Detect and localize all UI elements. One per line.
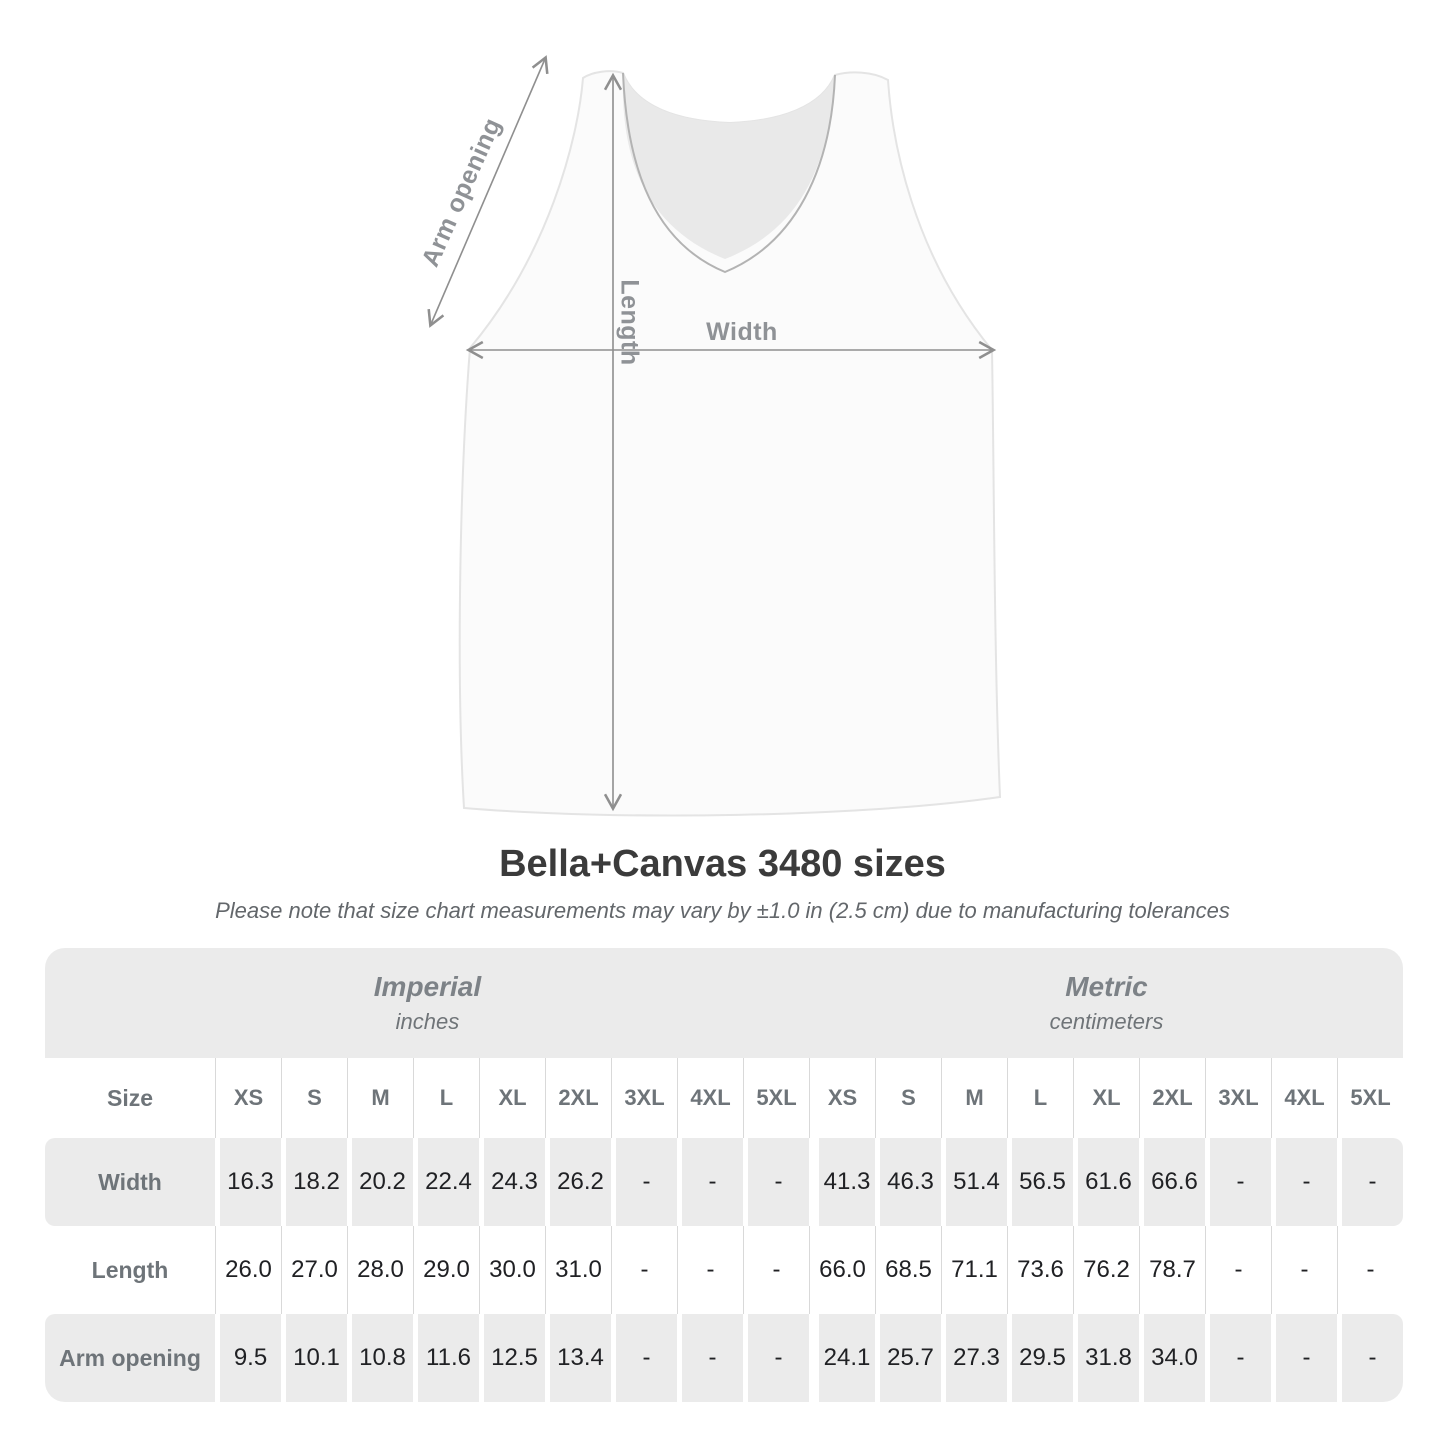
metric-unit: centimeters — [1049, 1009, 1164, 1034]
imperial-value: - — [611, 1138, 677, 1226]
imperial-size-header: M — [347, 1058, 413, 1138]
metric-value: 73.6 — [1007, 1226, 1073, 1314]
imperial-value: - — [743, 1314, 809, 1402]
row-label: Arm opening — [59, 1344, 201, 1371]
metric-value: 78.7 — [1139, 1226, 1205, 1314]
metric-size-header: XL — [1073, 1058, 1139, 1138]
tolerance-note: Please note that size chart measurements may vary by ±1.0 in (2.5 cm) due to manufacturing tolerances — [215, 898, 1230, 923]
size-header-row — [45, 1058, 1403, 1138]
metric-value: - — [1205, 1226, 1271, 1314]
imperial-value: 13.4 — [545, 1314, 611, 1402]
metric-size-header: 4XL — [1271, 1058, 1337, 1138]
width-label: Width — [706, 318, 778, 346]
imperial-title: Imperial — [373, 971, 482, 1002]
imperial-value: 26.2 — [545, 1138, 611, 1226]
unit-header-band — [45, 948, 1403, 1058]
metric-value: 46.3 — [875, 1138, 941, 1226]
metric-value: 24.1 — [809, 1314, 875, 1402]
metric-size-header: 2XL — [1139, 1058, 1205, 1138]
imperial-value: - — [611, 1226, 677, 1314]
imperial-value: - — [611, 1314, 677, 1402]
imperial-value: 30.0 — [479, 1226, 545, 1314]
row-label: Length — [91, 1256, 169, 1283]
metric-header — [810, 948, 1403, 1058]
metric-value: 66.0 — [809, 1226, 875, 1314]
imperial-value: - — [743, 1226, 809, 1314]
imperial-size-header: 3XL — [611, 1058, 677, 1138]
imperial-value: - — [677, 1138, 743, 1226]
imperial-size-header: XL — [479, 1058, 545, 1138]
imperial-value: 20.2 — [347, 1138, 413, 1226]
metric-size-header: L — [1007, 1058, 1073, 1138]
imperial-value: 12.5 — [479, 1314, 545, 1402]
metric-title: Metric — [1065, 971, 1148, 1002]
metric-value: 56.5 — [1007, 1138, 1073, 1226]
metric-value: 76.2 — [1073, 1226, 1139, 1314]
imperial-value: 9.5 — [215, 1314, 281, 1402]
imperial-value: 18.2 — [281, 1138, 347, 1226]
metric-value: - — [1271, 1226, 1337, 1314]
measurement-row — [45, 1138, 1403, 1226]
imperial-size-header: 4XL — [677, 1058, 743, 1138]
metric-value: 51.4 — [941, 1138, 1007, 1226]
metric-value: 66.6 — [1139, 1138, 1205, 1226]
tank-top-diagram-svg — [420, 45, 1020, 835]
imperial-unit: inches — [395, 1009, 460, 1034]
size-grid — [45, 1058, 1403, 1402]
metric-value: - — [1205, 1314, 1271, 1402]
imperial-value: 10.1 — [281, 1314, 347, 1402]
metric-size-header: XS — [809, 1058, 875, 1138]
imperial-value: 11.6 — [413, 1314, 479, 1402]
measurement-row — [45, 1314, 1403, 1402]
row-label: Width — [98, 1168, 162, 1195]
metric-value: - — [1271, 1314, 1337, 1402]
length-label: Length — [615, 279, 644, 366]
imperial-value: 26.0 — [215, 1226, 281, 1314]
imperial-value: - — [677, 1314, 743, 1402]
imperial-size-header: 2XL — [545, 1058, 611, 1138]
imperial-value: 16.3 — [215, 1138, 281, 1226]
arm-opening-label: Arm opening — [416, 113, 507, 271]
metric-value: 31.8 — [1073, 1314, 1139, 1402]
imperial-value: - — [677, 1226, 743, 1314]
metric-value: 71.1 — [941, 1226, 1007, 1314]
metric-value: 61.6 — [1073, 1138, 1139, 1226]
imperial-value: 29.0 — [413, 1226, 479, 1314]
metric-size-header: M — [941, 1058, 1007, 1138]
size-table — [45, 948, 1403, 1402]
measurement-row — [45, 1226, 1403, 1314]
imperial-size-header: L — [413, 1058, 479, 1138]
metric-value: 68.5 — [875, 1226, 941, 1314]
imperial-header — [45, 948, 810, 1058]
metric-value: - — [1271, 1138, 1337, 1226]
imperial-value: - — [743, 1138, 809, 1226]
size-column-header: Size — [106, 1084, 154, 1111]
metric-value: - — [1337, 1314, 1403, 1402]
imperial-value: 28.0 — [347, 1226, 413, 1314]
metric-value: 41.3 — [809, 1138, 875, 1226]
imperial-value: 27.0 — [281, 1226, 347, 1314]
metric-size-header: 3XL — [1205, 1058, 1271, 1138]
imperial-value: 10.8 — [347, 1314, 413, 1402]
metric-value: 34.0 — [1139, 1314, 1205, 1402]
imperial-size-header: XS — [215, 1058, 281, 1138]
metric-value: 29.5 — [1007, 1314, 1073, 1402]
metric-value: - — [1205, 1138, 1271, 1226]
imperial-size-header: 5XL — [743, 1058, 809, 1138]
imperial-value: 31.0 — [545, 1226, 611, 1314]
imperial-value: 22.4 — [413, 1138, 479, 1226]
metric-value: 27.3 — [941, 1314, 1007, 1402]
metric-value: - — [1337, 1226, 1403, 1314]
metric-size-header: 5XL — [1337, 1058, 1403, 1138]
metric-value: - — [1337, 1138, 1403, 1226]
metric-size-header: S — [875, 1058, 941, 1138]
imperial-value: 24.3 — [479, 1138, 545, 1226]
metric-value: 25.7 — [875, 1314, 941, 1402]
page-title: Bella+Canvas 3480 sizes — [499, 843, 946, 885]
imperial-size-header: S — [281, 1058, 347, 1138]
